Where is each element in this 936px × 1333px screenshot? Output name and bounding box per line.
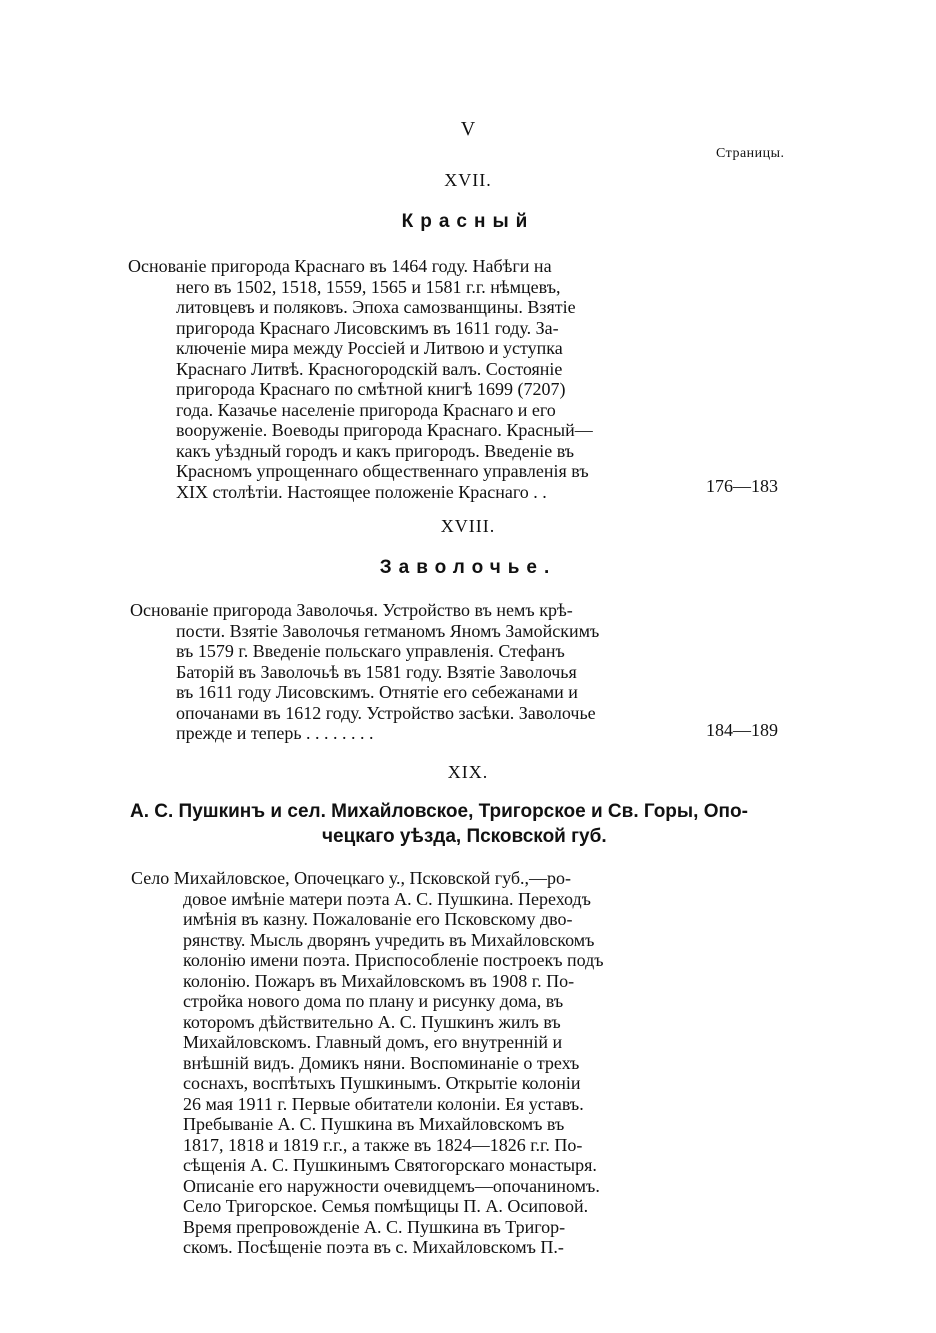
section-19-title-line2: чецкаго уѣзда, Псковской губ. — [322, 826, 607, 847]
text-line: рянству. Мысль дворянъ учредить въ Михайловскомъ — [183, 929, 595, 950]
section-18-text — [130, 600, 599, 744]
section-numeral-18: XVIII. — [440, 516, 496, 536]
page-number: V — [460, 118, 476, 140]
text-line: Описаніе его наружности очевидцемъ—опочаниномъ. — [183, 1175, 600, 1196]
text-line: въ 1579 г. Введеніе польскаго управленія. Стефанъ — [176, 641, 565, 661]
text-line: скомъ. Посѣщеніе поэта въ с. Михайловскомъ П.- — [183, 1237, 564, 1257]
text-line: 26 мая 1911 г. Первые обитатели колоніи. Ея уставъ. — [183, 1093, 584, 1114]
text-line: него въ 1502, 1518, 1559, 1565 и 1581 г.г. нѣмцевъ, — [176, 276, 561, 297]
text-line: 1817, 1818 и 1819 г.г., а также въ 1824—1826 г.г. По- — [183, 1134, 583, 1155]
text-line: прежде и теперь . . . . . . . . — [176, 723, 374, 743]
text-line: довое имѣніе матери поэта А. С. Пушкина. Переходъ — [183, 888, 591, 909]
text-line: пригорода Краснаго по смѣтной книгѣ 1699 (7207) — [176, 379, 566, 399]
text-line: пригорода Краснаго Лисовскимъ въ 1611 году. За- — [176, 317, 559, 338]
section-numeral-17: XVII. — [444, 170, 492, 190]
text-line: колонію. Пожаръ въ Михайловскомъ въ 1908 г. По- — [183, 970, 575, 991]
text-line: стройка нового дома по плану и рисунку дома, въ — [183, 991, 564, 1011]
text-line: пости. Взятіе Заволочья гетманомъ Яномъ Замойскимъ — [176, 620, 600, 641]
text-line: Пребываніе А. С. Пушкина въ Михайловскомъ въ — [183, 1114, 565, 1134]
text-line: Основаніе пригорода Заволочья. Устройство въ немъ крѣ- — [130, 600, 573, 620]
text-line: соснахъ, воспѣтыхъ Пушкинымъ. Открытіе колоніи — [183, 1073, 581, 1093]
text-line: Село Михайловское, Опочецкаго у., Псковской губ.,—ро- — [131, 868, 572, 888]
section-19-title-line1: А. С. Пушкинъ и сел. Михайловское, Тригорское и Св. Горы, Опо- — [130, 801, 748, 822]
section-numeral-19: XIX. — [447, 762, 489, 782]
text-line: Красномъ упрощеннаго общественнаго управленія въ — [176, 461, 589, 481]
text-line: Михайловскомъ. Главный домъ, его внутренній и — [183, 1032, 563, 1052]
text-line: Время препровожденіе А. С. Пушкина въ Тригор- — [183, 1216, 566, 1237]
text-line: Село Тригорское. Семья помѣщицы П. А. Осиповой. — [183, 1196, 589, 1216]
text-line: имѣнія въ казну. Пожалованіе его Псковскому дво- — [183, 909, 573, 929]
text-line: въ 1611 году Лисовскимъ. Отнятіе его себежанами и — [176, 682, 578, 702]
pages-column-header: Страницы. — [716, 146, 785, 161]
text-line: ключеніе мира между Россіей и Литвою и уступка — [176, 338, 563, 358]
text-line: вооруженіе. Воеводы пригорода Краснаго. Красный— — [176, 420, 593, 440]
text-line: какъ уѣздный городъ и какъ пригородъ. Введеніе въ — [176, 440, 575, 461]
section-17-pages: 176—183 — [706, 476, 778, 496]
section-19-text — [131, 868, 604, 1258]
text-line: колонію имени поэта. Приспособленіе построекъ подъ — [183, 950, 604, 970]
section-title-zavolochye: Заволочье. — [379, 557, 557, 578]
text-line: литовцевъ и поляковъ. Эпоха самозванщины. Взятіе — [176, 297, 576, 317]
text-line: опочанами въ 1612 году. Устройство засѣки. Заволочье — [176, 702, 596, 723]
section-18-pages: 184—189 — [706, 720, 778, 740]
text-line: Баторій въ Заволочьѣ въ 1581 году. Взятіе Заволочья — [176, 661, 577, 682]
text-line: Основаніе пригорода Краснаго въ 1464 году. Набѣги на — [128, 256, 552, 276]
text-line: сѣщенія А. С. Пушкинымъ Святогорскаго монастыря. — [183, 1155, 597, 1175]
text-line: года. Казачье населеніе пригорода Краснаго и его — [176, 399, 556, 420]
text-line: Краснаго Литвѣ. Красногородскій валъ. Состояніе — [176, 358, 563, 379]
text-line: XIX столѣтіи. Настоящее положеніе Краснаго . . — [176, 481, 547, 502]
text-line: которомъ дѣйствительно А. С. Пушкинъ жилъ въ — [183, 1011, 561, 1032]
section-title-krasny: Красный — [401, 211, 535, 232]
section-17-text — [128, 256, 593, 502]
text-line: внѣшній видъ. Домикъ няни. Воспоминаніе о трехъ — [183, 1052, 580, 1073]
